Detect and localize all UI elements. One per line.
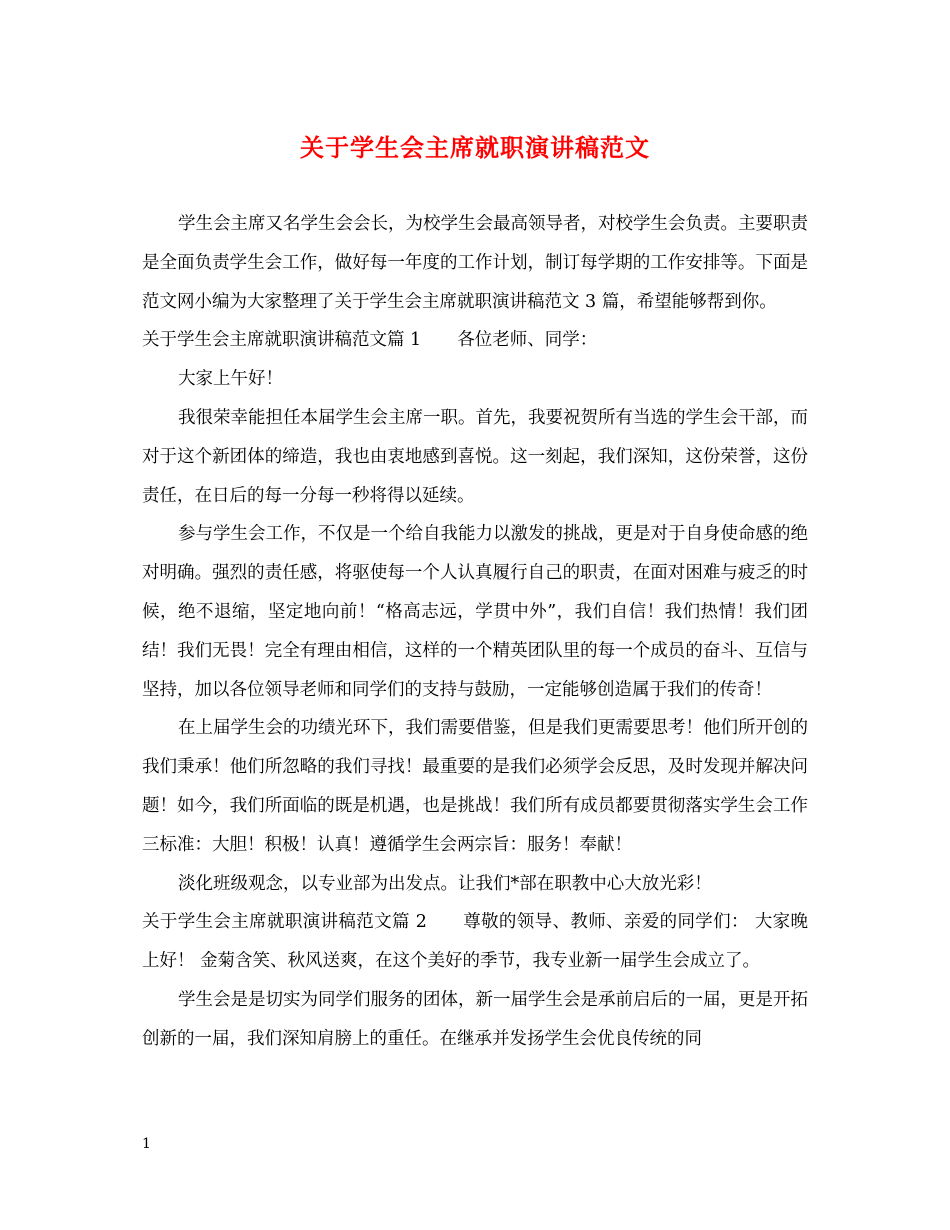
page-number: 1 — [142, 1136, 151, 1152]
intro-paragraph: 学生会主席又名学生会会长，为校学生会最高领导者，对校学生会负责。主要职责是全面负责学生会工作，做好每一年度的工作计划，制订每学期的工作安排等。下面是范文网小编为大家整理了关于学生会主席就职演讲稿范文 3 篇，希望能够帮到你。 — [142, 214, 808, 312]
document-body — [142, 205, 808, 1059]
body-paragraph: 学生会是是切实为同学们服务的团体，新一届学生会是承前启后的一届，更是开拓创新的一届，我们深知肩膀上的重任。在继承并发扬学生会优良传统的同 — [142, 989, 808, 1049]
body-paragraph: 在上届学生会的功绩光环下，我们需要借鉴，但是我们更需要思考！他们所开创的我们秉承！他们所忽略的我们寻找！最重要的是我们必须学会反思，及时发现并解决问题！如今，我们所面临的既是机遇，也是挑战！我们所有成员都要贯彻落实学生会工作三标准：大胆！积极！认真！遵循学生会两宗旨：服务！奉献！ — [142, 718, 808, 855]
section-2-title: 关于学生会主席就职演讲稿范文篇 2 — [142, 912, 427, 933]
section-2-salutation: 尊敬的领导、教师、亲爱的同学们： 大家晚上好！ 金菊含笑、秋风送爽，在这个美好的季节，我专业新一届学生会成立了。 — [142, 912, 808, 972]
body-paragraph: 淡化班级观念，以专业部为出发点。让我们*部在职教中心大放光彩！ — [178, 873, 712, 894]
section-1-salutation: 各位老师、同学： — [457, 330, 598, 351]
section-heading-2 — [142, 903, 808, 981]
section-1-title: 关于学生会主席就职演讲稿范文篇 1 — [142, 330, 422, 351]
greeting-paragraph: 大家上午好！ — [178, 369, 283, 390]
document-title: 关于学生会主席就职演讲稿范文 — [300, 133, 650, 162]
section-heading-1 — [142, 321, 808, 360]
body-paragraph: 参与学生会工作，不仅是一个给自我能力以激发的挑战，更是对于自身使命感的绝对明确。强烈的责任感，将驱使每一个人认真履行自己的职责，在面对困难与疲乏的时候，绝不退缩，坚定地向前！“格高志远，学贯中外”，我们自信！我们热情！我们团结！我们无畏！完全有理由相信，这样的一个精英团队里的每一个成员的奋斗、互信与坚持，加以各位领导老师和同学们的支持与鼓励，一定能够创造属于我们的传奇！ — [142, 524, 808, 700]
body-paragraph: 我很荣幸能担任本届学生会主席一职。首先，我要祝贺所有当选的学生会干部，而对于这个新团体的缔造，我也由衷地感到喜悦。这一刻起，我们深知，这份荣誉，这份责任，在日后的每一分每一秒将得以延续。 — [142, 407, 808, 506]
